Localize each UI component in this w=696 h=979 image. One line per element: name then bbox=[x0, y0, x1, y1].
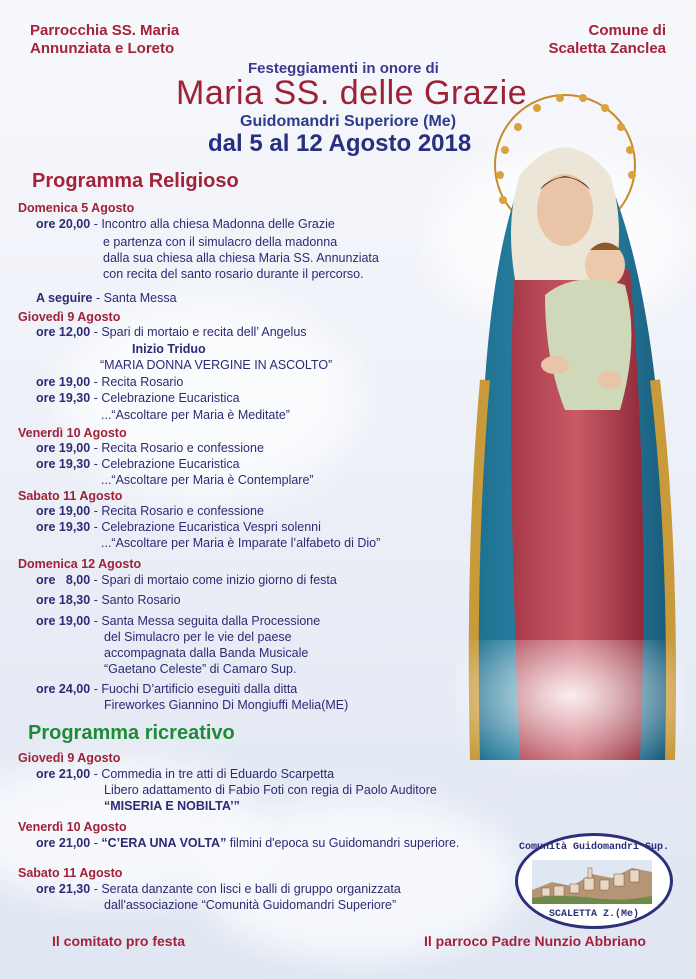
time: ore 21,00 bbox=[36, 767, 91, 781]
schedule-entry bbox=[36, 614, 320, 629]
schedule-line: ...“Ascoltare per Maria è Imparate l’alfabeto di Dio” bbox=[101, 536, 381, 550]
time: ore 21,30 bbox=[36, 882, 91, 896]
schedule-entry bbox=[36, 520, 321, 535]
schedule-entry bbox=[36, 504, 264, 519]
day-heading: Domenica 12 Agosto bbox=[18, 557, 142, 571]
schedule-line: accompagnata dalla Banda Musicale bbox=[104, 646, 309, 660]
schedule-line: “MARIA DONNA VERGINE IN ASCOLTO” bbox=[100, 358, 333, 372]
event-title: “C’ERA UNA VOLTA” bbox=[101, 836, 227, 850]
logo-top-text: Comunità Guidomandri Sup. bbox=[518, 842, 670, 853]
schedule-line: con recita del santo rosario durante il percorso. bbox=[103, 267, 364, 281]
section-heading-ricreativo: Programma ricreativo bbox=[28, 722, 235, 744]
schedule-entry bbox=[36, 291, 177, 306]
page-title: Maria SS. delle Grazie bbox=[176, 74, 528, 112]
time: ore 19,00 bbox=[36, 504, 91, 518]
time: ore 21,00 bbox=[36, 836, 91, 850]
schedule-entry bbox=[36, 441, 264, 456]
description: - Santa Messa bbox=[92, 291, 177, 305]
schedule-entry bbox=[36, 682, 297, 697]
day-heading: Domenica 5 Agosto bbox=[18, 201, 135, 215]
description: - Commedia in tre atti di Eduardo Scarpetta bbox=[90, 767, 335, 781]
schedule-line: e partenza con il simulacro della madonna bbox=[103, 235, 338, 249]
time: ore 24,00 bbox=[36, 682, 91, 696]
time: ore 8,00 bbox=[36, 573, 91, 587]
description: - Recita Rosario bbox=[90, 375, 184, 389]
parish-name bbox=[30, 22, 179, 58]
day-heading: Sabato 11 Agosto bbox=[18, 866, 123, 880]
schedule-entry bbox=[36, 882, 401, 897]
description: - Santo Rosario bbox=[90, 593, 181, 607]
time: ore 12,00 bbox=[36, 325, 91, 339]
schedule-entry bbox=[36, 375, 183, 390]
day-heading: Sabato 11 Agosto bbox=[18, 489, 123, 503]
footer-committee: Il comitato pro festa bbox=[52, 933, 186, 949]
schedule-entry bbox=[36, 391, 240, 406]
comune-line: Scaletta Zanclea bbox=[548, 40, 666, 57]
schedule-entry bbox=[36, 836, 459, 851]
comune-name bbox=[548, 22, 666, 58]
time: ore 19,30 bbox=[36, 457, 91, 471]
time: ore 19,00 bbox=[36, 375, 91, 389]
description: - Spari di mortaio come inizio giorno di festa bbox=[90, 573, 337, 587]
time: A seguire bbox=[36, 291, 93, 305]
time: ore 19,30 bbox=[36, 391, 91, 405]
day-heading: Venerdì 10 Agosto bbox=[18, 820, 127, 834]
time: ore 19,00 bbox=[36, 614, 91, 628]
schedule-line: “MISERIA E NOBILTA’” bbox=[104, 799, 240, 813]
description: - Fuochi D’artificio eseguiti dalla ditta bbox=[90, 682, 298, 696]
footer-parish-priest: Il parroco Padre Nunzio Abbriano bbox=[424, 933, 646, 949]
day-heading: Venerdì 10 Agosto bbox=[18, 426, 127, 440]
description: filmini d'epoca su Guidomandri superiore. bbox=[226, 836, 460, 850]
title-dates: dal 5 al 12 Agosto 2018 bbox=[208, 130, 472, 157]
description: - Recita Rosario e confessione bbox=[90, 441, 264, 455]
time: ore 19,30 bbox=[36, 520, 91, 534]
schedule-line: “Gaetano Celeste” di Camaro Sup. bbox=[104, 662, 297, 676]
schedule-entry bbox=[36, 593, 181, 608]
time: ore 19,00 bbox=[36, 441, 91, 455]
description: - Celebrazione Eucaristica bbox=[90, 457, 240, 471]
day-heading: Giovedì 9 Agosto bbox=[18, 751, 121, 765]
description: - bbox=[90, 836, 102, 850]
schedule-entry bbox=[36, 767, 334, 782]
community-logo bbox=[515, 833, 673, 929]
schedule-line: Inizio Triduo bbox=[132, 342, 206, 356]
section-heading-religioso: Programma Religioso bbox=[32, 170, 239, 192]
logo-bottom-text: SCALETTA Z.(Me) bbox=[548, 909, 639, 920]
title-location: Guidomandri Superiore (Me) bbox=[240, 113, 457, 130]
description: - Spari di mortaio e recita dell’ Angelus bbox=[90, 325, 307, 339]
schedule-line: dalla sua chiesa alla chiesa Maria SS. Annunziata bbox=[103, 251, 379, 265]
description: - Celebrazione Eucaristica bbox=[90, 391, 240, 405]
day-heading: Giovedì 9 Agosto bbox=[18, 310, 121, 324]
time: ore 18,30 bbox=[36, 593, 91, 607]
description: - Incontro alla chiesa Madonna delle Grazie bbox=[90, 217, 335, 231]
schedule-line: Libero adattamento di Fabio Foti con regia di Paolo Auditore bbox=[104, 783, 437, 797]
description: - Celebrazione Eucaristica Vespri solenni bbox=[90, 520, 321, 534]
time: ore 20,00 bbox=[36, 217, 91, 231]
parish-line: Annunziata e Loreto bbox=[30, 40, 175, 57]
schedule-line: dall'associazione “Comunità Guidomandri Superiore” bbox=[104, 898, 397, 912]
village-icon bbox=[532, 860, 652, 904]
parish-line: Parrocchia SS. Maria bbox=[30, 22, 180, 39]
schedule-line: ...“Ascoltare per Maria è Contemplare” bbox=[101, 473, 314, 487]
schedule-line: Fireworkes Giannino Di Mongiuffi Melia(ME) bbox=[104, 698, 349, 712]
comune-line: Comune di bbox=[588, 22, 666, 39]
schedule-entry bbox=[36, 217, 335, 232]
madonna-statue-illustration bbox=[455, 80, 685, 780]
schedule-entry bbox=[36, 325, 307, 340]
description: - Serata danzante con lisci e balli di gruppo organizzata bbox=[90, 882, 401, 896]
description: - Santa Messa seguita dalla Processione bbox=[90, 614, 321, 628]
schedule-entry bbox=[36, 457, 240, 472]
schedule-line: del Simulacro per le vie del paese bbox=[104, 630, 292, 644]
title-intro: Festeggiamenti in onore di bbox=[248, 60, 439, 77]
schedule-line: ...“Ascoltare per Maria è Meditate” bbox=[101, 408, 290, 422]
description: - Recita Rosario e confessione bbox=[90, 504, 264, 518]
schedule-entry bbox=[36, 573, 337, 588]
